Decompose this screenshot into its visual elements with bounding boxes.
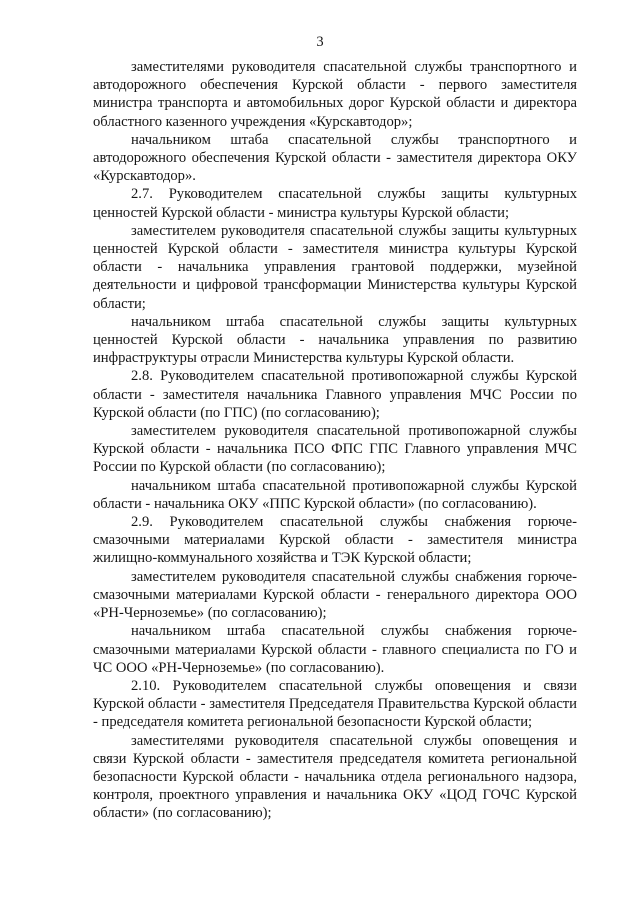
paragraph-6: 2.8. Руководителем спасательной противопожарной службы Курской области - заместителя начальника Главного управления МЧС России по Курской области (по ГПС) (по согласованию); [93, 368, 577, 421]
paragraph-2: начальником штаба спасательной службы транспортного и автодорожного обеспечения Курской области - заместителя директора ОКУ «Курскавтодор». [93, 131, 577, 185]
paragraph-7: заместителем руководителя спасательной противопожарной службы Курской области - начальника ПСО ФПС ГПС Главного управления МЧС России по Курской области (по согласованию); [93, 423, 577, 476]
paragraph-12: 2.10. Руководителем спасательной службы оповещения и связи Курской области - заместителя Председателя Правительства Курской области - председателя комитета региональной безопасности Курской области; [93, 677, 577, 731]
paragraph-3: 2.7. Руководителем спасательной службы защиты культурных ценностей Курской области - министра культуры Курской области; [93, 186, 577, 221]
paragraph-13: заместителями руководителя спасательной службы оповещения и связи Курской области - заместителя председателя комитета региональной безопасности Курской области - начальника отдела регионального надзора, контроля, проектного управления и начальника ОКУ «ЦОД ГОЧС Курской области» (по согласованию); [93, 732, 577, 822]
paragraph-8: начальником штаба спасательной противопожарной службы Курской области - начальника ОКУ «ППС Курской области» (по согласованию). [93, 477, 577, 512]
paragraph-5: начальником штаба спасательной службы защиты культурных ценностей Курской области - начальника управления по развитию инфраструктуры отрасли Министерства культуры Курской области. [93, 313, 577, 367]
paragraph-11: начальником штаба спасательной службы снабжения горюче-смазочными материалами Курской области - главного специалиста по ГО и ЧС ООО «РН-Черноземье» (по согласованию). [93, 623, 577, 676]
paragraph-9: 2.9. Руководителем спасательной службы снабжения горюче-смазочными материалами Курской области - заместителя министра жилищно-коммунального хозяйства и ТЭК Курской области; [93, 514, 577, 567]
document-body [93, 58, 577, 823]
paragraph-4: заместителем руководителя спасательной службы защиты культурных ценностей Курской области - заместителя министра культуры Курской области - начальника управления грантовой поддержки, музейной деятельности и цифровой трансформации Министерства культуры Курской области; [93, 222, 577, 312]
page-number: 3 [316, 34, 324, 50]
paragraph-10: заместителем руководителя спасательной службы снабжения горюче-смазочными материалами Курской области - генерального директора ООО «РН-Черноземье» (по согласованию); [93, 568, 577, 622]
paragraph-1: заместителями руководителя спасательной службы транспортного и автодорожного обеспечения Курской области - первого заместителя министра транспорта и автомобильных дорог Курской области и директора областного казенного учреждения «Курскавтодор»; [93, 59, 577, 130]
